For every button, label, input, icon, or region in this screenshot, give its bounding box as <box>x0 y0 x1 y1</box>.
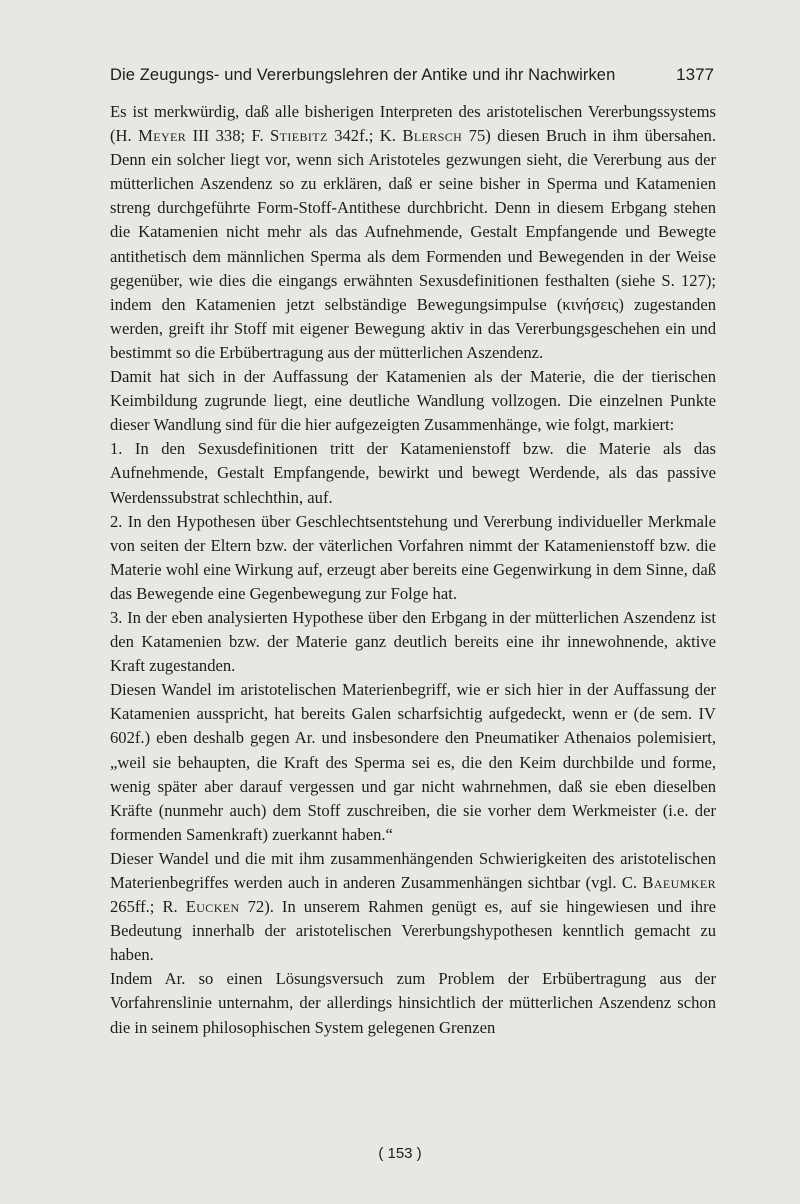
paragraph-text: 75) diesen Bruch in ihm übersahen. Denn ein solcher liegt vor, wenn sich Aristoteles gezwungen sieht, die Vererbung aus der mütterlichen Aszendenz so zu erklären, daß er seine bisher in Sperma und Katamenien streng durchgeführte Form-Stoff-Antithese durchbricht. Denn in diesem Erbgang stehen die Katamenien nicht mehr als das Aufnehmende, Gestalt Empfangende und Bewegte antithetisch dem männlichen Sperma als dem Formenden und Bewegenden in der Weise gegenüber, wie dies die eingangs erwähnten Sexusdefinitionen festhalten (siehe S. 127); indem den Katamenien jetzt selbständige Bewegungsimpulse (κινήσεις) zugestanden werden, greift ihr Stoff mit eigener Bewegung aktiv in das Vererbungsgeschehen ein und bestimmt so die Erbübertragung aus der mütterlichen Aszendenz. <box>110 126 716 362</box>
author-name: Blersch <box>402 126 463 146</box>
paragraph-text: 3. In der eben analysierten Hypothese über den Erbgang in der mütterlichen Aszendenz ist den Katamenien bzw. der Materie ganz deutlich bereits eine ihr innewohnende, aktive Kraft zugestanden. <box>110 607 716 676</box>
paragraph-text: Indem Ar. so einen Lösungsversuch zum Problem der Erbübertragung aus der Vorfahrenslinie unternahm, der allerdings hinsichtlich der mütterlichen Aszendenz schon die in seinem philosophischen System gelegenen Grenzen <box>110 969 716 1037</box>
running-header <box>110 64 714 86</box>
body-text <box>110 100 716 1040</box>
paragraph-text: 2. In den Hypothesen über Geschlechtsentstehung und Vererbung individueller Merkmale von seiten der Eltern bzw. der väterlichen Vorfahren nimmt der Katamenienstoff bzw. die Materie wohl eine Wirkung auf, erzeugt aber bereits eine Gegenwirkung in dem Sinne, daß das Bewegende eine Gegenbewegung zur Folge hat. <box>110 511 716 603</box>
paragraph-text: 72). In unserem Rahmen genügt es, auf sie hingewiesen und ihre Bedeutung innerhalb der aristotelischen Vererbungshypothesen kenntlich gemacht zu haben. <box>110 897 716 965</box>
author-name: Stiebitz <box>270 126 328 146</box>
running-title: Die Zeugungs- und Vererbungslehren der Antike und ihr Nachwirken <box>110 66 616 84</box>
paragraph-text: 342f.; K. <box>327 126 403 146</box>
paragraph-text: III 338; F. <box>186 126 271 146</box>
paragraph-text: 265ff.; R. <box>110 897 186 917</box>
paragraph <box>110 437 716 509</box>
author-name: Meyer <box>138 126 187 146</box>
paragraph-text: Dieser Wandel und die mit ihm zusammenhängenden Schwierigkeiten des aristotelischen Materienbegriffes werden auch in anderen Zusammenhängen sichtbar (vgl. C. <box>110 848 716 892</box>
paragraph-text: Es ist merkwürdig, daß alle bisherigen Interpreten des aristotelischen Vererbungssystems (H. <box>110 102 716 146</box>
folio-number: ( 153 ) <box>378 1145 422 1162</box>
paragraph <box>110 606 716 678</box>
paragraph <box>110 365 716 437</box>
paragraph-text: 1. In den Sexusdefinitionen tritt der Katamenienstoff bzw. die Materie als das Aufnehmende, Gestalt Empfangende, bewirkt und bewegt Werdende, als das passive Werdenssubstrat schlechthin, auf. <box>110 439 716 507</box>
paragraph <box>110 967 716 1039</box>
paragraph-text: Damit hat sich in der Auffassung der Katamenien als der Materie, die der tierischen Keimbildung zugrunde liegt, eine deutliche Wandlung vollzogen. Die einzelnen Punkte dieser Wandlung sind für die hier aufgezeigten Zusammenhänge, wie folgt, markiert: <box>110 367 716 435</box>
paragraph <box>110 510 716 606</box>
paragraph-text: Diesen Wandel im aristotelischen Materienbegriff, wie er sich hier in der Auffassung der Katamenien ausspricht, hat bereits Galen scharfsichtig aufgedeckt, wenn er (de sem. IV 602f.) eben deshalb gegen Ar. und insbesondere den Pneumatiker Athenaios polemisiert, „weil sie behaupten, die Kraft des Sperma sei es, die den Keim durchbilde und forme, wenig später aber darauf vergessen und gar nicht wahrnehmen, daß sie eben dieselben Kräfte (nunmehr auch) dem Stoff zuschreiben, die sie vorher dem Werkmeister (i.e. der formenden Samenkraft) zuerkannt haben.“ <box>110 680 716 844</box>
paragraph <box>110 678 716 847</box>
page-number: 1377 <box>676 65 714 84</box>
paragraph <box>110 847 716 967</box>
paragraph <box>110 100 716 365</box>
author-name: Baeumker <box>642 873 716 892</box>
author-name: Eucken <box>185 897 240 917</box>
